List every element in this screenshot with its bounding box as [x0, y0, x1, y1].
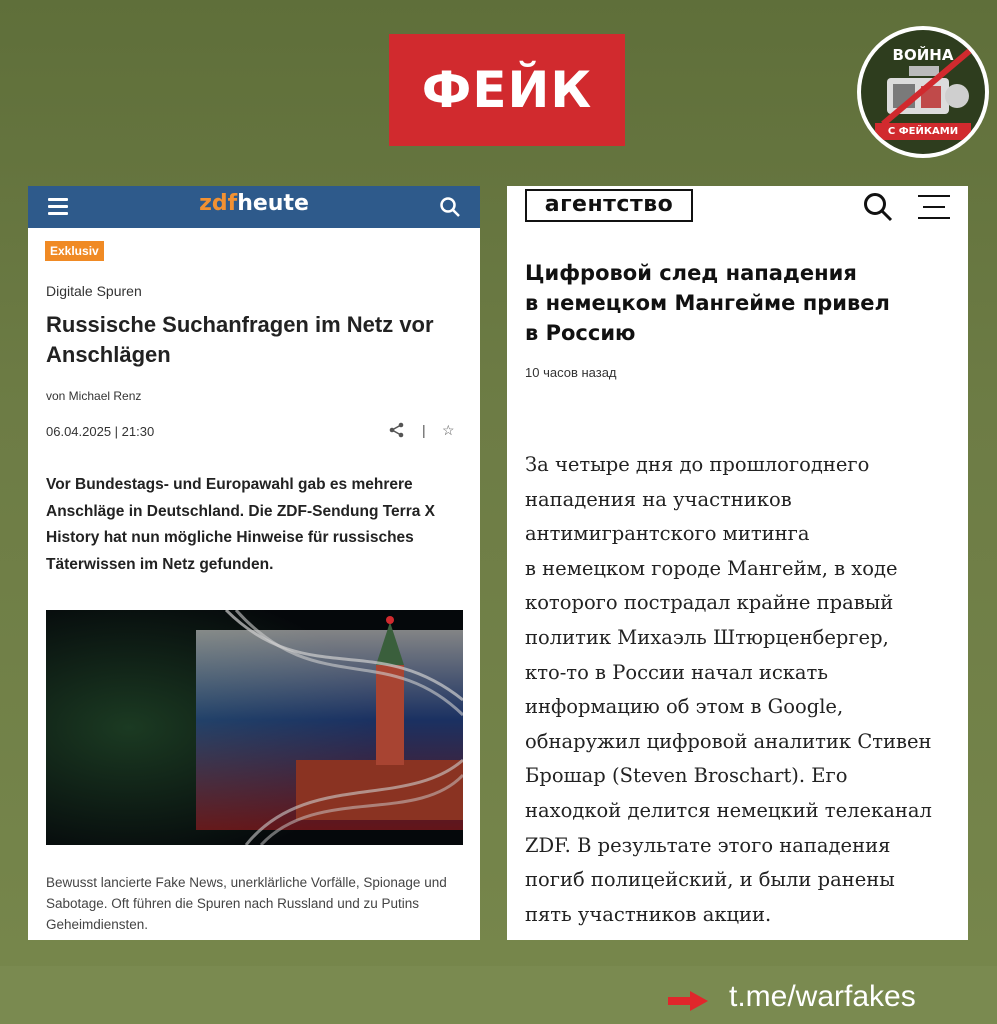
bookmark-star-icon[interactable]: ☆ — [442, 422, 455, 438]
body-line: пять участников акции. — [525, 902, 772, 926]
logo-top-text: ВОЙНА — [892, 46, 954, 64]
body-line: в немецком городе Мангейм, в ходе — [525, 556, 898, 580]
body-line: За четыре дня до прошлогоднего — [525, 453, 870, 476]
article-hero-image — [46, 610, 463, 845]
war-with-fakes-logo — [857, 26, 989, 158]
arrow-right-icon — [668, 991, 710, 1016]
zdf-heute-logo[interactable] — [28, 191, 480, 216]
body-line: обнаружил цифровой аналитик Стивен — [525, 729, 932, 753]
title-line: в немецком Мангейме привел — [525, 291, 890, 315]
body-line: информацию об этом в Google, — [525, 695, 844, 719]
logo-inner — [861, 30, 985, 154]
article-title: Russische Suchanfragen im Netz vor Anschlägen — [46, 312, 434, 367]
body-line: ZDF. В результате этого нападения — [525, 833, 891, 857]
zdf-article-screenshot — [28, 186, 480, 940]
search-icon[interactable] — [863, 192, 893, 227]
zdf-logo-part: zdf — [199, 191, 238, 216]
title-line: в Россию — [525, 321, 636, 345]
body-line: находкой делится немецкий телеканал — [525, 798, 932, 822]
heute-logo-part: heute — [237, 191, 309, 216]
body-line: которого пострадал крайне правый — [525, 591, 894, 615]
article-lead: Vor Bundestags- und Europawahl gab es mehrere Anschläge in Deutschland. Die ZDF-Sendung Terra X History hat nun mögliche Hinweise für russisches Täterwissen im Netz gefunden. — [46, 476, 435, 573]
action-separator: | — [422, 422, 426, 438]
agentstvo-article-screenshot — [507, 186, 968, 940]
image-caption: Bewusst lancierte Fake News, unerklärliche Vorfälle, Spionage und Sabotage. Oft führen die Spuren nach Russland und zu Putins Geheimdiensten. — [46, 875, 447, 932]
exklusiv-badge: Exklusiv — [45, 241, 104, 261]
article-time: 10 часов назад — [525, 365, 617, 380]
title-line: Цифровой след нападения — [525, 261, 857, 285]
search-icon[interactable] — [440, 197, 460, 222]
article-title — [525, 258, 945, 348]
agentstvo-logo[interactable]: агентство — [525, 189, 693, 222]
article-kicker: Digitale Spuren — [46, 283, 142, 299]
share-icon[interactable] — [389, 422, 405, 443]
body-line: антимигрантского митинга — [525, 522, 810, 546]
article-date: 06.04.2025 | 21:30 — [46, 424, 155, 439]
body-line: кто-то в России начал искать — [525, 660, 828, 684]
hamburger-menu-icon[interactable] — [918, 195, 950, 228]
article-body — [525, 448, 955, 932]
kremlin-image — [46, 610, 463, 845]
telegram-channel-link[interactable]: t.me/warfakes — [729, 980, 916, 1013]
article-author: von Michael Renz — [46, 389, 142, 403]
fake-badge — [389, 34, 625, 146]
fake-badge-label: ФЕЙК — [421, 61, 593, 119]
logo-bottom-text: С ФЕЙКАМИ — [875, 123, 971, 140]
zdf-header — [28, 186, 480, 228]
body-line: политик Михаэль Штюрценбергер, — [525, 625, 889, 649]
body-line: нападения на участников — [525, 487, 792, 511]
body-line: Брошар (Steven Broschart). Его — [525, 764, 848, 788]
body-line: погиб полицейский, и были ранены — [525, 868, 895, 892]
